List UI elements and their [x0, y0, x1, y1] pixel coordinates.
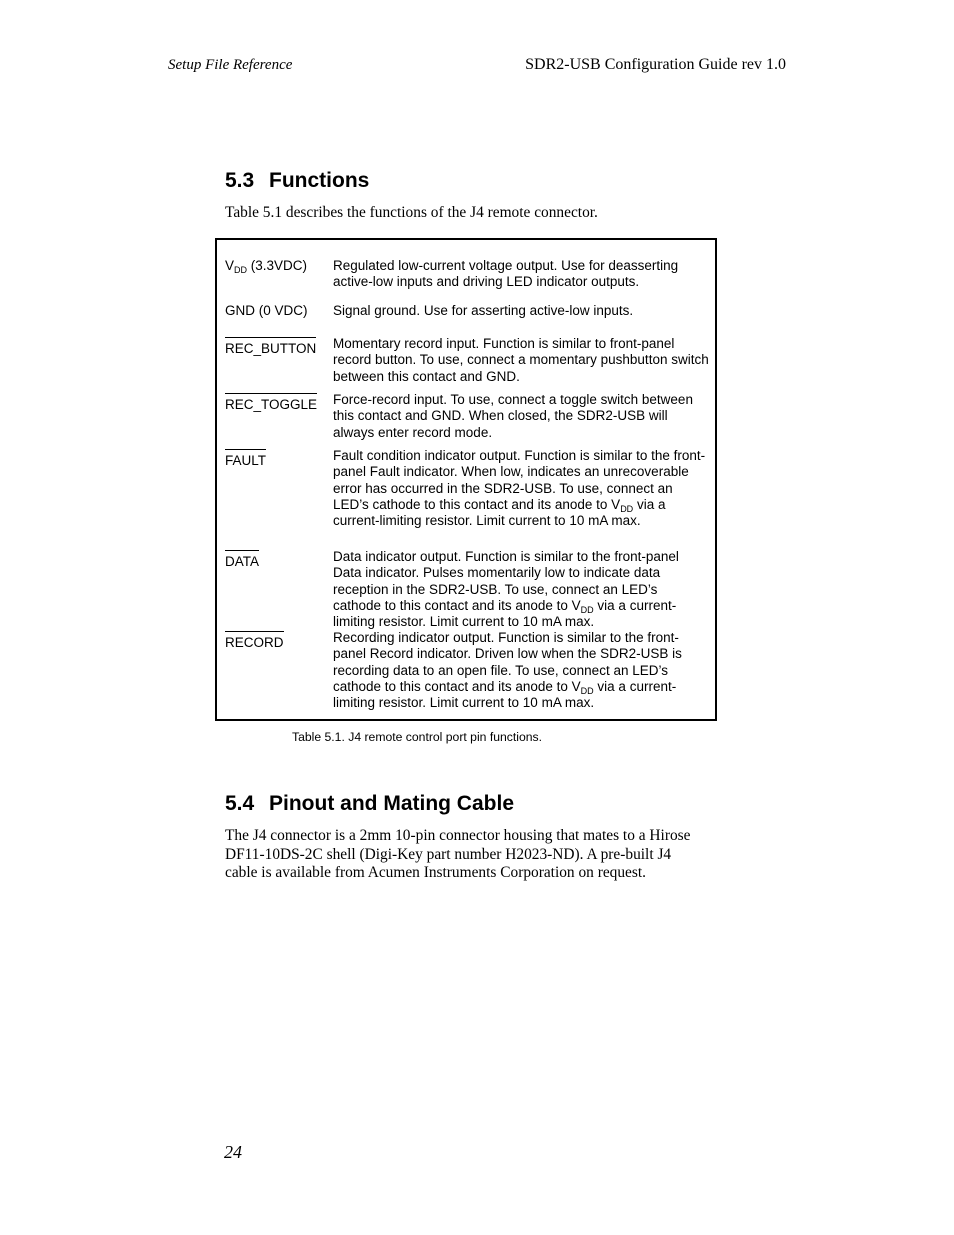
section-heading-pinout	[225, 792, 514, 816]
pin-name: GND (0 VDC)	[225, 303, 308, 318]
pinout-paragraph: The J4 connector is a 2mm 10-pin connector housing that mates to a Hirose DF11-10DS-2C shell (Digi-Key part number H2023-ND). A pre-built J4 cable is available from Acumen Instruments Corporation on request.	[225, 827, 691, 881]
pin-description: Recording indicator output. Function is similar to the front-panel Record indicator. Driven low when the SDR2-USB is recording data to an open file. To use, connect an LED’s cathode to this contact and its anode to $V_{DD}$ via a current-limiting resistor. Limit current to 10 mA max.	[333, 630, 682, 711]
running-header-left: Setup File Reference	[168, 57, 293, 73]
section-number: 5.4	[225, 792, 255, 815]
section-title: Functions	[269, 169, 370, 192]
pin-description: Regulated low-current voltage output. Use for deasserting active-low inputs and driving LED indicator outputs.	[333, 258, 679, 290]
section-heading-functions	[225, 169, 369, 193]
pin-name-active-low: FAULT	[225, 449, 266, 469]
section-number: 5.3	[225, 169, 255, 192]
pin-name-active-low: RECORD	[225, 631, 284, 651]
pin-description: Signal ground. Use for asserting active-low inputs.	[333, 303, 634, 318]
pin-description: Force-record input. To use, connect a toggle switch between this contact and GND. When closed, the SDR2-USB will always enter record mode.	[333, 392, 693, 440]
pin-description: Momentary record input. Function is similar to front-panel record button. To use, connect a momentary pushbutton switch between this contact and GND.	[333, 336, 709, 384]
pin-name: $V_{DD}$ (3.3VDC)	[225, 258, 308, 275]
pin-description: Data indicator output. Function is similar to the front-panel Data indicator. Pulses momentarily low to indicate data reception in the SDR2-USB. To use, connect an LED’s cathode to this contact and its anode to $V_{DD}$ via a current-limiting resistor. Limit current to 10 mA max.	[333, 549, 679, 630]
section-title: Pinout and Mating Cable	[269, 792, 514, 815]
pin-name-active-low: REC_TOGGLE	[225, 393, 317, 413]
functions-intro: Table 5.1 describes the functions of the J4 remote connector.	[225, 204, 598, 221]
pin-description: Fault condition indicator output. Function is similar to the front-panel Fault indicator. When low, indicates an unrecoverable error has occurred in the SDR2-USB. To use, connect an LED’s cathode to this contact and its anode to $V_{DD}$ via a current-limiting resistor. Limit current to 10 mA max.	[333, 448, 706, 529]
table-caption: Table 5.1. J4 remote control port pin functions.	[292, 730, 542, 744]
pin-name-active-low: REC_BUTTON	[225, 337, 316, 357]
running-header-right: SDR2-USB Configuration Guide rev 1.0	[525, 56, 786, 73]
pin-functions-table	[215, 238, 717, 721]
page-number: 24	[224, 1142, 242, 1162]
pin-name-active-low: DATA	[225, 550, 259, 570]
